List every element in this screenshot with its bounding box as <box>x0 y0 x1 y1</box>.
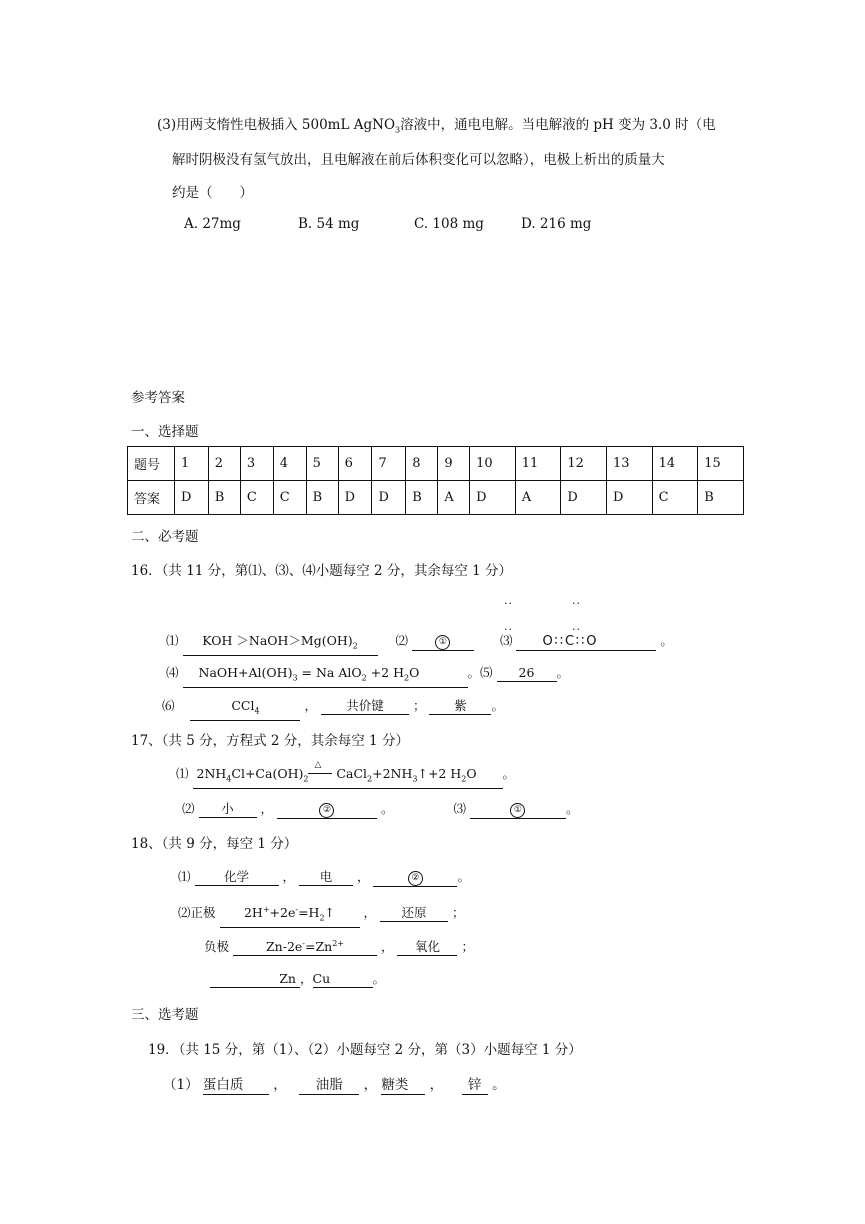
table-cell: C <box>240 481 273 515</box>
q17-p3-a <box>470 800 566 819</box>
q17-p1-label: ⑴ <box>176 766 189 781</box>
q16-p6-a <box>190 697 300 721</box>
q16-p2-answer <box>412 632 474 651</box>
q17-p2-b <box>277 800 377 819</box>
q17-eq-f: O <box>466 766 477 781</box>
table-cell: D <box>561 481 607 515</box>
table-cell: 5 <box>306 447 338 481</box>
dots-o2-bottom: ·· <box>572 623 581 636</box>
q3-line3: 约是（ ） <box>172 185 253 201</box>
q16-line3: ⑹ CCl$_4$ ， 共价键 ； 紫 。 <box>162 696 504 721</box>
q17-line2: ⑵ 小 ， ② 。 ⑶ ① 。 <box>182 799 578 819</box>
table-cell: D <box>175 481 209 515</box>
q18-pos-b: +2e <box>269 905 296 921</box>
q18-neg-a: Zn-2e <box>265 939 303 955</box>
table-cell: 3 <box>240 447 273 481</box>
q17-p3-label: ⑶ <box>453 801 466 816</box>
q18-neg-sup: - <box>302 939 305 948</box>
q3-option-c: C. 108 mg <box>414 216 484 232</box>
q17-eq-c: CaCl <box>332 766 368 781</box>
table-cell: 4 <box>273 447 306 481</box>
q18-p1-a: 化学 <box>195 868 279 886</box>
q18-negative-equation <box>233 935 377 956</box>
q18-cu: Cu <box>313 970 373 988</box>
q18-pos-sup: + <box>262 905 270 914</box>
table-cell: D <box>372 481 406 515</box>
table-cell: B <box>208 481 240 515</box>
q18-header: 18、（共 9 分，每空 1 分） <box>131 836 298 852</box>
q18-pos-d: ↑ <box>324 905 336 921</box>
q18-line2: ⑵正极 $2H^++2e^-=H_2↑$ ， 还原 ； <box>178 901 464 928</box>
q18-line1: ⑴ 化学 ， 电 ， ② 。 <box>178 867 470 887</box>
q16-p6-b: 共价键 <box>321 697 409 715</box>
q18-neg-label: 负极 <box>204 939 230 955</box>
q16-p2-circle: ① <box>435 635 450 650</box>
row-header-number: 题号 <box>128 447 175 481</box>
q16-p4-a: NaOH+Al(OH) <box>198 665 293 680</box>
table-cell: 15 <box>698 447 744 481</box>
q16-p6-a-sub: 4 <box>254 706 260 716</box>
q16-p4-b: = Na AlO <box>297 665 362 680</box>
q18-neg-sup2: 2+ <box>332 939 345 948</box>
q3-line1 <box>157 113 716 135</box>
q17-p2-a: 小 <box>199 800 257 818</box>
table-cell: 2 <box>208 447 240 481</box>
q17-eq-b: Cl+Ca(OH) <box>231 766 304 781</box>
q17-eq-sub5: 2 <box>461 774 467 784</box>
q17-eq-a: 2NH <box>196 766 227 781</box>
table-cell: 13 <box>606 447 652 481</box>
table-cell: D <box>338 481 372 515</box>
q18-line4: Zn ，Cu 。 <box>210 969 385 988</box>
q19-d: 锌 <box>462 1077 488 1095</box>
q18-pos-sup2: - <box>295 905 299 914</box>
q19-a: 蛋白质 <box>203 1077 269 1095</box>
table-row-numbers <box>128 447 744 481</box>
table-cell: 12 <box>561 447 607 481</box>
section-choice: 一、选择题 <box>131 424 199 440</box>
q17-line1: ⑴ $2NH_4Cl+Ca(OH)_2$ △ $CaCl_2+2NH_3↑+2$ $H_2O$ 。 <box>176 764 515 789</box>
q16-p4-d: O <box>409 665 420 680</box>
table-cell: 8 <box>406 447 438 481</box>
table-cell: 14 <box>652 447 698 481</box>
table-cell: B <box>406 481 438 515</box>
dots-o1-top: ·· <box>504 597 513 610</box>
table-cell: 7 <box>372 447 406 481</box>
table-cell: 1 <box>175 447 209 481</box>
q18-pos-a: 2H <box>243 905 263 921</box>
q18-positive-equation <box>220 901 360 928</box>
q18-neg-b: =Zn <box>305 939 333 955</box>
table-cell: 11 <box>515 447 561 481</box>
q3-option-d: D. 216 mg <box>521 216 592 232</box>
q3-line1-tail: 溶液中，通电电解。当电解液的 pH 变为 3.0 时（电 <box>400 117 716 133</box>
table-cell: C <box>652 481 698 515</box>
q17-delta: △ <box>314 760 322 770</box>
dots-o2-top: ·· <box>572 597 581 610</box>
q3-line1-text: (3)用两支惰性电极插入 500mL AgNO <box>157 117 396 133</box>
q16-p6-label: ⑹ <box>162 698 175 713</box>
q16-p5-answer: 26 <box>497 664 557 682</box>
q18-line3: 负极 $Zn-2e^-=Zn^{2+}$ ， 氧化 ； <box>204 935 474 956</box>
table-cell: 10 <box>470 447 516 481</box>
q17-eq-d: +2NH <box>372 766 413 781</box>
q16-p4-sub3: 2 <box>403 673 410 683</box>
table-cell: B <box>306 481 338 515</box>
q16-header: 16．（共 11 分，第⑴、⑶、⑷小题每空 2 分，其余每空 1 分） <box>131 563 513 579</box>
q16-lewis-text: O∷C∷O <box>542 634 599 649</box>
q16-p1-text: KOH ＞NaOH＞Mg(OH) <box>202 633 353 648</box>
answer-table <box>127 446 744 515</box>
q18-zn: Zn <box>210 970 300 988</box>
q3-sub: 3 <box>395 125 401 135</box>
section-required: 二、必考题 <box>131 529 199 545</box>
q16-p6-c: 紫 <box>429 697 491 715</box>
table-cell: C <box>273 481 306 515</box>
q17-header: 17、（共 5 分，方程式 2 分，其余每空 1 分） <box>131 733 409 749</box>
q18-p1-circle: ② <box>408 871 423 886</box>
q16-p2-label: ⑵ <box>395 633 408 648</box>
q17-p2-b-circle: ② <box>319 803 334 818</box>
q16-p4-answer <box>183 664 468 688</box>
q19-p1-label: （1） <box>163 1077 199 1093</box>
table-cell: 9 <box>438 447 470 481</box>
q16-p4-sub1: 3 <box>292 673 298 683</box>
q17-eq-sub3: 2 <box>367 774 373 784</box>
section-optional: 三、选考题 <box>131 1007 199 1023</box>
q16-p3-label: ⑶ <box>499 633 513 648</box>
q18-p1-c <box>373 868 457 887</box>
q17-eq-sub2: 2 <box>303 774 309 784</box>
q19-line1: （1） 蛋白质 ， 油脂 ， 糖类 ， 锌 。 <box>163 1077 506 1093</box>
q17-p2-label: ⑵ <box>182 801 195 816</box>
q16-p5-label: 。⑸ <box>467 665 493 680</box>
q17-eq-sub4: 3 <box>412 774 418 784</box>
q16-p3-answer <box>516 633 656 651</box>
q18-pos-sub: 2 <box>319 913 325 923</box>
q17-p3-circle: ① <box>510 803 525 818</box>
table-cell: D <box>470 481 516 515</box>
q16-p1-sub: 2 <box>352 641 358 651</box>
q19-b: 油脂 <box>299 1077 359 1095</box>
q3-line2: 解时阴极没有氢气放出，且电解液在前后体积变化可以忽略），电极上析出的质量大 <box>172 152 665 168</box>
q17-eq-e: ↑+2 H <box>417 766 462 781</box>
answers-title: 参考答案 <box>131 390 185 406</box>
q3-option-a: A. 27mg <box>184 216 241 232</box>
q16-lewis-dots <box>504 597 584 636</box>
q19-c: 糖类 <box>381 1077 425 1095</box>
q18-positive-type: 还原 <box>380 904 448 922</box>
table-cell: A <box>438 481 470 515</box>
q16-p4-c: +2 H <box>366 665 404 680</box>
dots-o1-bottom: ·· <box>504 623 513 636</box>
q16-line1: ⑴ KOH $>NaOH>Mg(OH)_2$ ⑵ ① ⑶ O∷C∷O 。 <box>166 631 673 656</box>
q17-eq-sub1: 4 <box>226 774 232 784</box>
q18-negative-type: 氧化 <box>397 938 457 956</box>
table-cell: D <box>606 481 652 515</box>
q18-p1-b: 电 <box>299 868 353 886</box>
table-cell: A <box>515 481 561 515</box>
q16-p4-label: ⑷ <box>166 665 179 680</box>
q16-p4-sub2: 2 <box>361 673 367 683</box>
q16-p1-label: ⑴ <box>166 633 179 648</box>
q18-p1-label: ⑴ <box>178 869 191 884</box>
row-header-answer: 答案 <box>128 481 175 515</box>
table-cell: B <box>698 481 744 515</box>
q16-line2: ⑷ $NaOH+Al(OH)_3 = Na$ AlO$_2$ +2 $H_2O$ 。⑸ 26 。 <box>166 663 569 688</box>
q16-p6-a-text: CCl <box>231 698 255 713</box>
table-cell: 6 <box>338 447 372 481</box>
q19-header: 19．（共 15 分，第（1）、（2）小题每空 2 分，第（3）小题每空 1 分） <box>148 1042 582 1058</box>
q17-eq-condition <box>308 760 332 782</box>
q18-pos-c: =H <box>298 905 320 921</box>
q18-p2-label: ⑵正极 <box>178 905 216 921</box>
table-row-answers <box>128 481 744 515</box>
q17-p1-equation <box>193 760 503 789</box>
q3-option-b: B. 54 mg <box>298 216 360 232</box>
q16-p1-answer <box>183 632 378 656</box>
